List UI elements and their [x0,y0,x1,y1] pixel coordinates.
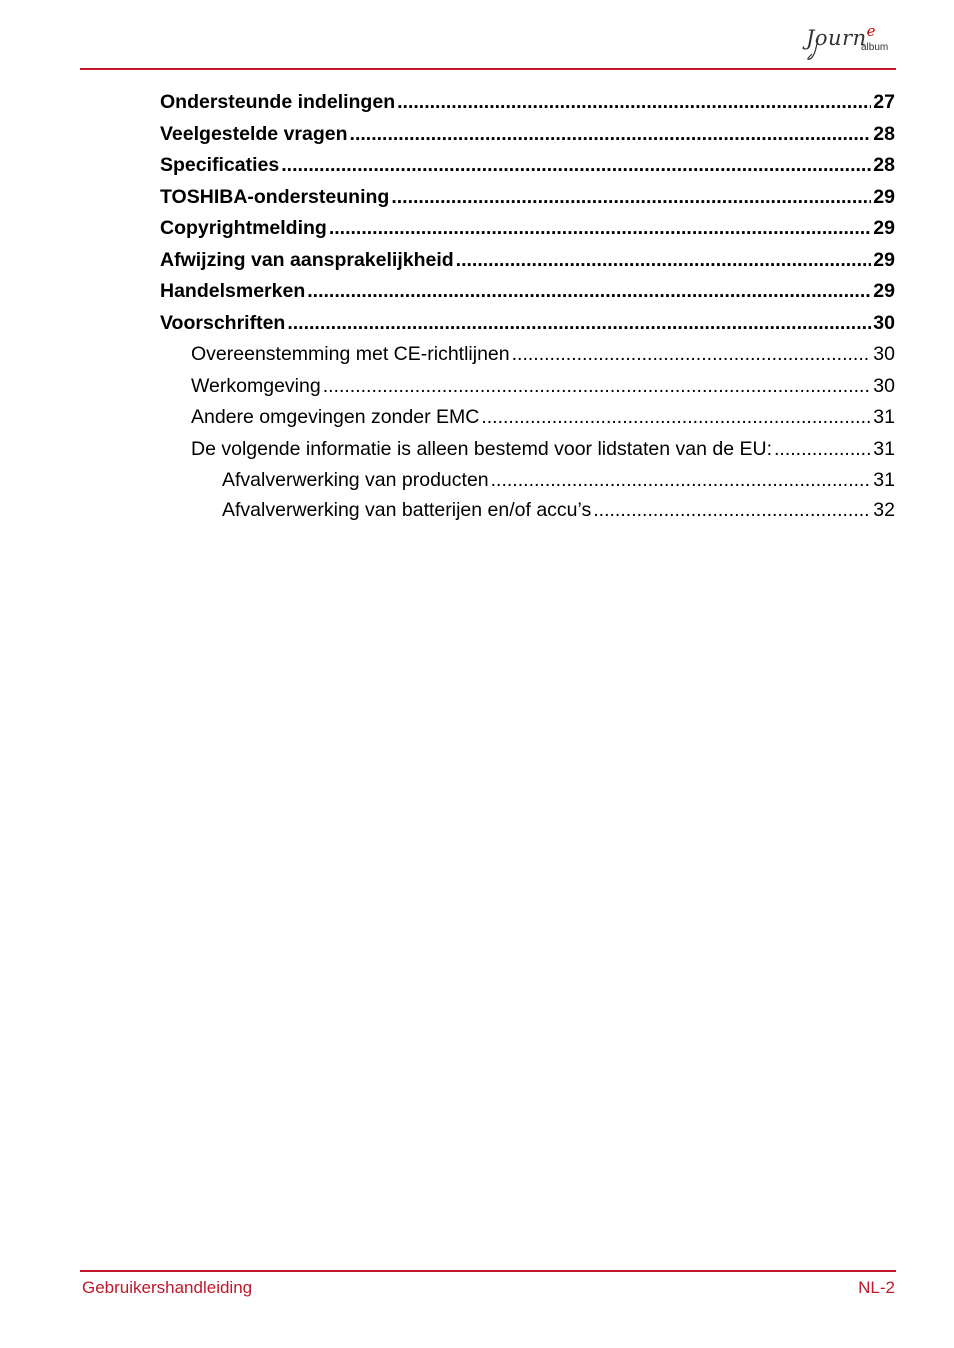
footer-page-number: NL-2 [858,1278,895,1297]
toc-entry-label: TOSHIBA-ondersteuning [160,185,390,208]
toc-entry-label: Werkomgeving [191,374,321,397]
footer-manual-title: Gebruikershandleiding [82,1278,253,1297]
toc-dot-leader [350,119,872,151]
logo-script-text: Journ [806,26,867,50]
toc-entry-page: 30 [873,311,895,334]
toc-entry-label: Andere omgevingen zonder EMC [191,406,480,428]
toc-dot-leader [287,308,871,340]
toc-entry-page: 28 [873,122,895,145]
toc-entry[interactable] [160,371,895,403]
toc-entry-page: 29 [873,280,895,302]
toc-entry-label: De volgende informatie is alleen bestemd voor lidstaten van de EU: [191,437,772,460]
toc-entry-page: 28 [873,154,895,176]
toc-entry[interactable] [160,402,895,434]
toc-entry[interactable] [160,182,895,214]
toc-entry-page: 27 [873,91,895,113]
toc-entry[interactable] [160,465,895,495]
toc-entry[interactable] [160,245,895,277]
header-rule [80,68,896,70]
table-of-contents [160,87,895,525]
toc-entry-label: Veelgestelde vragen [160,122,348,145]
toc-dot-leader [512,339,872,371]
toc-entry[interactable] [160,276,895,308]
toc-dot-leader [593,495,871,525]
toc-dot-leader [774,434,871,466]
toc-dot-leader [456,245,872,277]
toc-entry-label: Ondersteunde indelingen [160,91,396,113]
toc-dot-leader [491,465,872,495]
logo-sub-text: album [861,42,889,53]
toc-entry[interactable] [160,308,895,340]
toc-entry-label: Afvalverwerking van producten [222,469,489,491]
toc-entry[interactable] [160,150,895,182]
toc-entry[interactable] [160,87,895,119]
toc-entry-label: Handelsmerken [160,280,306,302]
toc-dot-leader [481,402,871,434]
toc-entry-label: Copyrightmelding [160,217,327,239]
toc-entry-label: Overeenstemming met CE-richtlijnen [191,343,510,365]
toc-entry-page: 29 [873,185,895,208]
toc-entry-page: 31 [873,437,895,460]
toc-entry-page: 31 [873,406,895,428]
toc-dot-leader [307,276,871,308]
toc-dot-leader [397,87,871,119]
toc-dot-leader [323,371,872,403]
footer-rule [80,1270,896,1272]
toc-entry-label: Voorschriften [160,311,286,334]
toc-dot-leader [281,150,871,182]
toc-dot-leader [329,213,871,245]
toc-entry-label: Specificaties [160,154,280,176]
toc-entry-page: 32 [873,499,895,521]
toc-entry[interactable] [160,119,895,151]
toc-entry[interactable] [160,213,895,245]
toc-dot-leader [391,182,871,214]
toc-entry[interactable] [160,339,895,371]
logo-script-accent: e [866,22,877,40]
toc-entry[interactable] [160,434,895,466]
toc-entry-label: Afvalverwerking van batterijen en/of accu’s [222,499,592,521]
journe-album-logo [804,24,899,62]
toc-entry[interactable] [160,495,895,525]
toc-entry-page: 29 [873,217,895,239]
toc-entry-page: 29 [873,248,895,271]
toc-entry-page: 31 [873,469,895,491]
toc-entry-label: Afwijzing van aansprakelijkheid [160,248,454,271]
toc-entry-page: 30 [873,374,895,397]
toc-entry-page: 30 [873,343,895,365]
